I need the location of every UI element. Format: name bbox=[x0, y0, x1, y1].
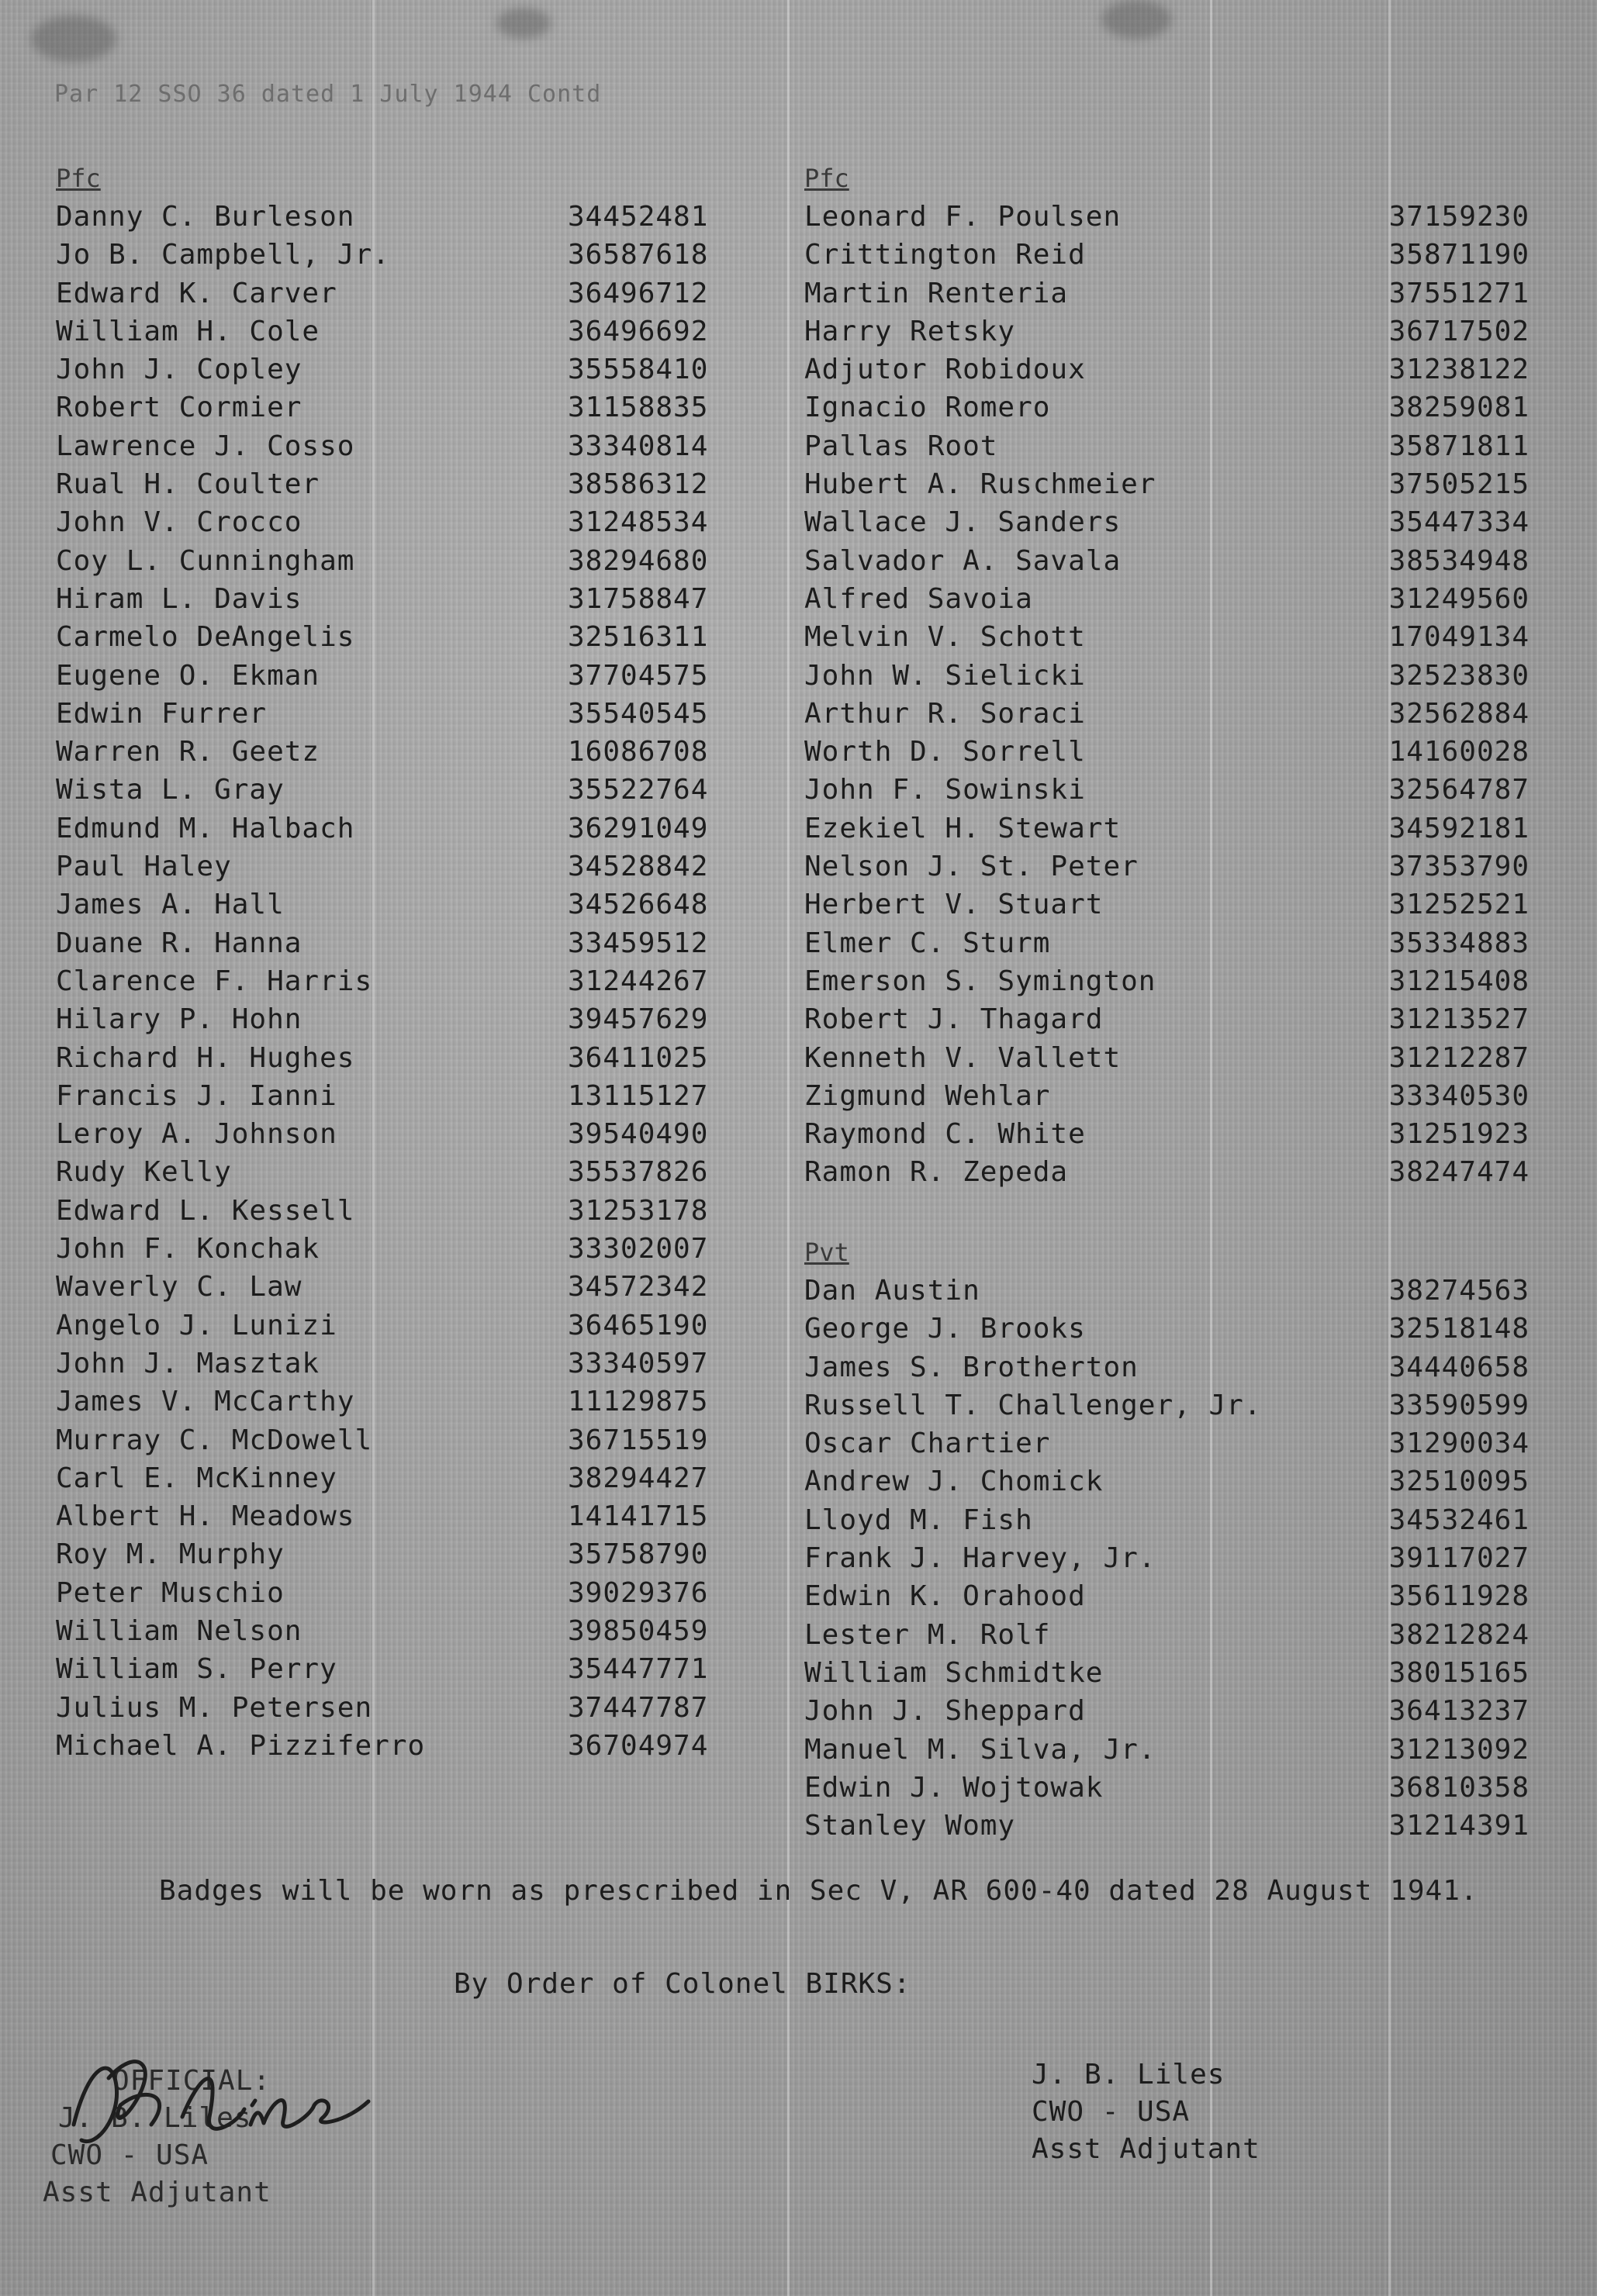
serial-number: 31758847 bbox=[568, 582, 709, 615]
soldier-name: Hilary P. Hohn bbox=[56, 1003, 302, 1036]
soldier-name: Eugene O. Ekman bbox=[56, 659, 320, 692]
document-reference: Par 12 SSO 36 dated 1 July 1944 Contd bbox=[54, 81, 602, 108]
signatory-rank: CWO - USA bbox=[1032, 2096, 1191, 2128]
soldier-name: Roy M. Murphy bbox=[56, 1538, 285, 1571]
soldier-name: Coy L. Cunningham bbox=[56, 544, 355, 577]
soldier-name: Russell T. Challenger, Jr. bbox=[804, 1389, 1262, 1421]
soldier-name: Edwin Furrer bbox=[56, 697, 268, 730]
soldier-name: Dan Austin bbox=[804, 1275, 980, 1307]
serial-number: 31238122 bbox=[1388, 354, 1530, 386]
roster-entry bbox=[56, 695, 735, 733]
soldier-name: Nelson J. St. Peter bbox=[804, 851, 1139, 883]
soldier-name: Waverly C. Law bbox=[56, 1271, 302, 1303]
roster-entry bbox=[804, 580, 1530, 618]
signatory-title: Asst Adjutant bbox=[1032, 2133, 1260, 2165]
soldier-name: Andrew J. Chomick bbox=[804, 1466, 1104, 1498]
official-title: Asst Adjutant bbox=[43, 2177, 271, 2208]
soldier-name: Hiram L. Davis bbox=[56, 582, 302, 615]
soldier-name: Pallas Root bbox=[804, 430, 998, 462]
roster-entry bbox=[804, 542, 1530, 580]
soldier-name: Harry Retsky bbox=[804, 315, 1016, 347]
soldier-name: Herbert V. Stuart bbox=[804, 889, 1104, 921]
roster-entry bbox=[56, 236, 735, 274]
official-rank: CWO - USA bbox=[50, 2139, 209, 2171]
soldier-name: Robert J. Thagard bbox=[804, 1003, 1104, 1036]
roster-entry bbox=[804, 503, 1530, 541]
serial-number: 36291049 bbox=[568, 812, 709, 844]
soldier-name: Michael A. Pizziferro bbox=[56, 1729, 426, 1762]
serial-number: 37447787 bbox=[568, 1691, 709, 1724]
serial-number: 36496712 bbox=[568, 277, 709, 309]
soldier-name: John V. Crocco bbox=[56, 506, 302, 539]
serial-number: 39117027 bbox=[1388, 1542, 1530, 1575]
roster-entry bbox=[804, 618, 1530, 656]
serial-number: 35522764 bbox=[568, 774, 709, 806]
roster-rows bbox=[804, 198, 1530, 1192]
soldier-name: John F. Sowinski bbox=[804, 774, 1086, 806]
soldier-name: Albert H. Meadows bbox=[56, 1500, 355, 1533]
serial-number: 38586312 bbox=[568, 468, 709, 501]
soldier-name: Arthur R. Soraci bbox=[804, 697, 1086, 730]
soldier-name: Hubert A. Ruschmeier bbox=[804, 468, 1156, 501]
roster-entry bbox=[804, 1769, 1530, 1807]
soldier-name: Carl E. McKinney bbox=[56, 1462, 337, 1494]
soldier-name: Worth D. Sorrell bbox=[804, 736, 1086, 768]
soldier-name: William Schmidtke bbox=[804, 1656, 1104, 1689]
serial-number: 32562884 bbox=[1388, 697, 1530, 730]
order-line: By Order of Colonel BIRKS: bbox=[454, 1968, 911, 2000]
serial-number: 33459512 bbox=[568, 927, 709, 959]
soldier-name: Leonard F. Poulsen bbox=[804, 201, 1122, 233]
serial-number: 37704575 bbox=[568, 659, 709, 692]
serial-number: 36465190 bbox=[568, 1309, 709, 1341]
rank-heading: Pfc bbox=[56, 164, 101, 193]
roster-entry bbox=[804, 886, 1530, 924]
roster-entry bbox=[56, 1650, 735, 1688]
serial-number: 34452481 bbox=[568, 201, 709, 233]
roster-entry bbox=[804, 695, 1530, 733]
roster-entry bbox=[56, 1459, 735, 1497]
soldier-name: Edward K. Carver bbox=[56, 277, 337, 309]
roster-entry bbox=[804, 388, 1530, 426]
soldier-name: Kenneth V. Vallett bbox=[804, 1041, 1122, 1074]
roster-entry bbox=[56, 1077, 735, 1115]
serial-number: 38259081 bbox=[1388, 392, 1530, 424]
soldier-name: James S. Brotherton bbox=[804, 1351, 1139, 1383]
serial-number: 31244267 bbox=[568, 965, 709, 997]
serial-number: 13115127 bbox=[568, 1079, 709, 1112]
soldier-name: Elmer C. Sturm bbox=[804, 927, 1051, 959]
roster-entry bbox=[56, 274, 735, 312]
signature-block bbox=[1032, 2056, 1260, 2168]
serial-number: 32510095 bbox=[1388, 1466, 1530, 1498]
serial-number: 34440658 bbox=[1388, 1351, 1530, 1383]
soldier-name: Danny C. Burleson bbox=[56, 201, 355, 233]
serial-number: 35447771 bbox=[568, 1653, 709, 1686]
serial-number: 34532461 bbox=[1388, 1504, 1530, 1536]
roster-entry bbox=[804, 810, 1530, 848]
soldier-name: Frank J. Harvey, Jr. bbox=[804, 1542, 1156, 1575]
soldier-name: George J. Brooks bbox=[804, 1313, 1086, 1345]
soldier-name: Paul Haley bbox=[56, 851, 232, 883]
soldier-name: James A. Hall bbox=[56, 889, 285, 921]
serial-number: 31214391 bbox=[1388, 1810, 1530, 1842]
serial-number: 35871190 bbox=[1388, 239, 1530, 271]
soldier-name: Oscar Chartier bbox=[804, 1428, 1051, 1460]
roster-entry bbox=[804, 1272, 1530, 1310]
serial-number: 34528842 bbox=[568, 851, 709, 883]
roster-entry bbox=[804, 1039, 1530, 1077]
roster-entry bbox=[804, 657, 1530, 695]
serial-number: 38294680 bbox=[568, 544, 709, 577]
serial-number: 31215408 bbox=[1388, 965, 1530, 997]
serial-number: 36715519 bbox=[568, 1424, 709, 1456]
roster-entry bbox=[804, 1077, 1530, 1115]
roster-entry bbox=[56, 1000, 735, 1038]
roster-entry bbox=[56, 1574, 735, 1612]
soldier-name: Edward L. Kessell bbox=[56, 1194, 355, 1227]
serial-number: 35540545 bbox=[568, 697, 709, 730]
serial-number: 37353790 bbox=[1388, 851, 1530, 883]
soldier-name: Lester M. Rolf bbox=[804, 1618, 1051, 1651]
roster-entry bbox=[56, 1497, 735, 1535]
serial-number: 33340597 bbox=[568, 1347, 709, 1379]
soldier-name: Salvador A. Savala bbox=[804, 544, 1122, 577]
roster-entry bbox=[56, 733, 735, 771]
serial-number: 39850459 bbox=[568, 1614, 709, 1647]
serial-number: 36717502 bbox=[1388, 315, 1530, 347]
roster-entry bbox=[56, 503, 735, 541]
serial-number: 38274563 bbox=[1388, 1275, 1530, 1307]
serial-number: 36810358 bbox=[1388, 1771, 1530, 1804]
soldier-name: Rudy Kelly bbox=[56, 1156, 232, 1189]
roster-entry bbox=[56, 465, 735, 503]
serial-number: 38212824 bbox=[1388, 1618, 1530, 1651]
soldier-name: Wallace J. Sanders bbox=[804, 506, 1122, 539]
soldier-name: John F. Konchak bbox=[56, 1233, 320, 1265]
roster-entry bbox=[804, 848, 1530, 886]
roster-entry bbox=[804, 1654, 1530, 1692]
serial-number: 39457629 bbox=[568, 1003, 709, 1036]
serial-number: 35334883 bbox=[1388, 927, 1530, 959]
soldier-name: Raymond C. White bbox=[804, 1118, 1086, 1151]
serial-number: 37159230 bbox=[1388, 201, 1530, 233]
soldier-name: William H. Cole bbox=[56, 315, 320, 347]
serial-number: 38015165 bbox=[1388, 1656, 1530, 1689]
serial-number: 33340530 bbox=[1388, 1079, 1530, 1112]
serial-number: 37551271 bbox=[1388, 277, 1530, 309]
roster-entry bbox=[804, 465, 1530, 503]
soldier-name: Francis J. Ianni bbox=[56, 1079, 337, 1112]
soldier-name: Stanley Womy bbox=[804, 1810, 1016, 1842]
soldier-name: John J. Copley bbox=[56, 354, 302, 386]
soldier-name: Leroy A. Johnson bbox=[56, 1118, 337, 1151]
soldier-name: Richard H. Hughes bbox=[56, 1041, 355, 1074]
soldier-name: Lawrence J. Cosso bbox=[56, 430, 355, 462]
roster-entry bbox=[804, 1616, 1530, 1654]
soldier-name: John J. Sheppard bbox=[804, 1695, 1086, 1728]
soldier-name: Wista L. Gray bbox=[56, 774, 285, 806]
roster-entry bbox=[56, 542, 735, 580]
serial-number: 36413237 bbox=[1388, 1695, 1530, 1728]
serial-number: 31158835 bbox=[568, 392, 709, 424]
serial-number: 36411025 bbox=[568, 1041, 709, 1074]
badges-note: Badges will be worn as prescribed in Sec V, AR 600-40 dated 28 August 1941. bbox=[159, 1875, 1478, 1907]
serial-number: 35558410 bbox=[568, 354, 709, 386]
serial-number: 33590599 bbox=[1388, 1389, 1530, 1421]
roster-entry bbox=[804, 1386, 1530, 1424]
roster-entry bbox=[56, 618, 735, 656]
serial-number: 14141715 bbox=[568, 1500, 709, 1533]
serial-number: 11129875 bbox=[568, 1386, 709, 1418]
soldier-name: Robert Cormier bbox=[56, 392, 302, 424]
soldier-name: Julius M. Petersen bbox=[56, 1691, 373, 1724]
serial-number: 38294427 bbox=[568, 1462, 709, 1494]
soldier-name: Clarence F. Harris bbox=[56, 965, 373, 997]
soldier-name: Ramon R. Zepeda bbox=[804, 1156, 1069, 1189]
roster-entry bbox=[56, 1307, 735, 1345]
roster-entry bbox=[56, 350, 735, 388]
soldier-name: Martin Renteria bbox=[804, 277, 1069, 309]
soldier-name: Zigmund Wehlar bbox=[804, 1079, 1051, 1112]
roster-entry bbox=[804, 1577, 1530, 1615]
roster-entry bbox=[56, 1230, 735, 1268]
soldier-name: Alfred Savoia bbox=[804, 582, 1033, 615]
soldier-name: Manuel M. Silva, Jr. bbox=[804, 1733, 1156, 1766]
serial-number: 31248534 bbox=[568, 506, 709, 539]
roster-entry bbox=[804, 924, 1530, 962]
roster-entry bbox=[804, 1310, 1530, 1348]
roster-entry bbox=[804, 1731, 1530, 1769]
soldier-name: Peter Muschio bbox=[56, 1576, 285, 1609]
soldier-name: Carmelo DeAngelis bbox=[56, 621, 355, 654]
serial-number: 36704974 bbox=[568, 1729, 709, 1762]
official-label: OFFICIAL: bbox=[112, 2065, 271, 2097]
serial-number: 35447334 bbox=[1388, 506, 1530, 539]
soldier-name: Adjutor Robidoux bbox=[804, 354, 1086, 386]
roster-entry bbox=[804, 350, 1530, 388]
soldier-name: Lloyd M. Fish bbox=[804, 1504, 1033, 1536]
soldier-name: John J. Masztak bbox=[56, 1347, 320, 1379]
roster-entry bbox=[804, 1153, 1530, 1191]
serial-number: 16086708 bbox=[568, 736, 709, 768]
serial-number: 31249560 bbox=[1388, 582, 1530, 615]
ink-stain bbox=[1101, 0, 1171, 39]
roster-entry bbox=[56, 1268, 735, 1306]
roster-entry bbox=[56, 810, 735, 848]
serial-number: 36587618 bbox=[568, 239, 709, 271]
serial-number: 32516311 bbox=[568, 621, 709, 654]
serial-number: 31290034 bbox=[1388, 1428, 1530, 1460]
roster-entry bbox=[804, 1348, 1530, 1386]
roster-entry bbox=[804, 1539, 1530, 1577]
roster-entry bbox=[56, 1612, 735, 1650]
roster-rows bbox=[804, 1272, 1530, 1845]
roster-entry bbox=[56, 1535, 735, 1573]
soldier-name: Angelo J. Lunizi bbox=[56, 1309, 337, 1341]
soldier-name: Duane R. Hanna bbox=[56, 927, 302, 959]
serial-number: 39029376 bbox=[568, 1576, 709, 1609]
serial-number: 32564787 bbox=[1388, 774, 1530, 806]
pvt-roster bbox=[804, 1233, 1530, 1845]
soldier-name: Crittington Reid bbox=[804, 239, 1086, 271]
roster-entry bbox=[804, 1000, 1530, 1038]
serial-number: 34592181 bbox=[1388, 812, 1530, 844]
roster-entry bbox=[56, 1383, 735, 1421]
roster-entry bbox=[804, 274, 1530, 312]
serial-number: 31213527 bbox=[1388, 1003, 1530, 1036]
roster-entry bbox=[56, 962, 735, 1000]
serial-number: 39540490 bbox=[568, 1118, 709, 1151]
roster-entry bbox=[56, 1689, 735, 1727]
serial-number: 32518148 bbox=[1388, 1313, 1530, 1345]
serial-number: 32523830 bbox=[1388, 659, 1530, 692]
serial-number: 38247474 bbox=[1388, 1156, 1530, 1189]
roster-entry bbox=[56, 580, 735, 618]
roster-entry bbox=[56, 848, 735, 886]
soldier-name: William Nelson bbox=[56, 1614, 302, 1647]
roster-entry bbox=[804, 1462, 1530, 1500]
serial-number: 34572342 bbox=[568, 1271, 709, 1303]
roster-entry bbox=[804, 1501, 1530, 1539]
roster-entry bbox=[56, 1345, 735, 1383]
rank-heading: Pfc bbox=[804, 164, 849, 193]
serial-number: 33340814 bbox=[568, 430, 709, 462]
roster-entry bbox=[804, 1115, 1530, 1153]
soldier-name: Edwin K. Orahood bbox=[804, 1580, 1086, 1613]
soldier-name: Edwin J. Wojtowak bbox=[804, 1771, 1104, 1804]
soldier-name: Rual H. Coulter bbox=[56, 468, 320, 501]
soldier-name: John W. Sielicki bbox=[804, 659, 1086, 692]
soldier-name: Melvin V. Schott bbox=[804, 621, 1086, 654]
soldier-name: Warren R. Geetz bbox=[56, 736, 320, 768]
ink-stain bbox=[496, 8, 551, 39]
serial-number: 31212287 bbox=[1388, 1041, 1530, 1074]
serial-number: 31253178 bbox=[568, 1194, 709, 1227]
roster-entry bbox=[804, 1807, 1530, 1845]
roster-entry bbox=[804, 427, 1530, 465]
serial-number: 34526648 bbox=[568, 889, 709, 921]
roster-entry bbox=[56, 771, 735, 809]
roster-entry bbox=[56, 1039, 735, 1077]
soldier-name: James V. McCarthy bbox=[56, 1386, 355, 1418]
serial-number: 33302007 bbox=[568, 1233, 709, 1265]
serial-number: 31251923 bbox=[1388, 1118, 1530, 1151]
roster-rows bbox=[56, 198, 735, 1765]
roster-entry bbox=[804, 1424, 1530, 1462]
serial-number: 35537826 bbox=[568, 1156, 709, 1189]
soldier-name: Emerson S. Symington bbox=[804, 965, 1156, 997]
roster-entry bbox=[56, 1153, 735, 1191]
roster-entry bbox=[804, 771, 1530, 809]
roster-entry bbox=[56, 1115, 735, 1153]
soldier-name: William S. Perry bbox=[56, 1653, 337, 1686]
serial-number: 17049134 bbox=[1388, 621, 1530, 654]
serial-number: 14160028 bbox=[1388, 736, 1530, 768]
soldier-name: Ignacio Romero bbox=[804, 392, 1051, 424]
roster-entry bbox=[56, 1421, 735, 1459]
roster-entry bbox=[56, 427, 735, 465]
roster-entry bbox=[56, 1192, 735, 1230]
serial-number: 38534948 bbox=[1388, 544, 1530, 577]
serial-number: 35611928 bbox=[1388, 1580, 1530, 1613]
handwritten-signature bbox=[43, 2032, 407, 2187]
right-roster bbox=[804, 159, 1530, 1192]
roster-entry bbox=[56, 886, 735, 924]
scan-line bbox=[787, 0, 790, 2296]
soldier-name: Jo B. Campbell, Jr. bbox=[56, 239, 390, 271]
soldier-name: Ezekiel H. Stewart bbox=[804, 812, 1122, 844]
roster-entry bbox=[56, 388, 735, 426]
roster-entry bbox=[56, 657, 735, 695]
roster-entry bbox=[56, 1727, 735, 1765]
rank-heading: Pvt bbox=[804, 1238, 849, 1267]
serial-number: 37505215 bbox=[1388, 468, 1530, 501]
roster-entry bbox=[804, 312, 1530, 350]
roster-entry bbox=[804, 962, 1530, 1000]
roster-entry bbox=[56, 198, 735, 236]
serial-number: 35758790 bbox=[568, 1538, 709, 1571]
roster-entry bbox=[804, 1692, 1530, 1730]
roster-entry bbox=[56, 924, 735, 962]
signatory-name: J. B. Liles bbox=[1032, 2059, 1225, 2091]
roster-entry bbox=[56, 312, 735, 350]
serial-number: 36496692 bbox=[568, 315, 709, 347]
roster-entry bbox=[804, 236, 1530, 274]
serial-number: 31252521 bbox=[1388, 889, 1530, 921]
serial-number: 35871811 bbox=[1388, 430, 1530, 462]
official-name: J. B. Liles bbox=[58, 2102, 252, 2134]
left-roster bbox=[56, 159, 735, 1765]
soldier-name: Murray C. McDowell bbox=[56, 1424, 373, 1456]
ink-stain bbox=[31, 16, 116, 62]
roster-entry bbox=[804, 733, 1530, 771]
soldier-name: Edmund M. Halbach bbox=[56, 812, 355, 844]
roster-entry bbox=[804, 198, 1530, 236]
serial-number: 31213092 bbox=[1388, 1733, 1530, 1766]
